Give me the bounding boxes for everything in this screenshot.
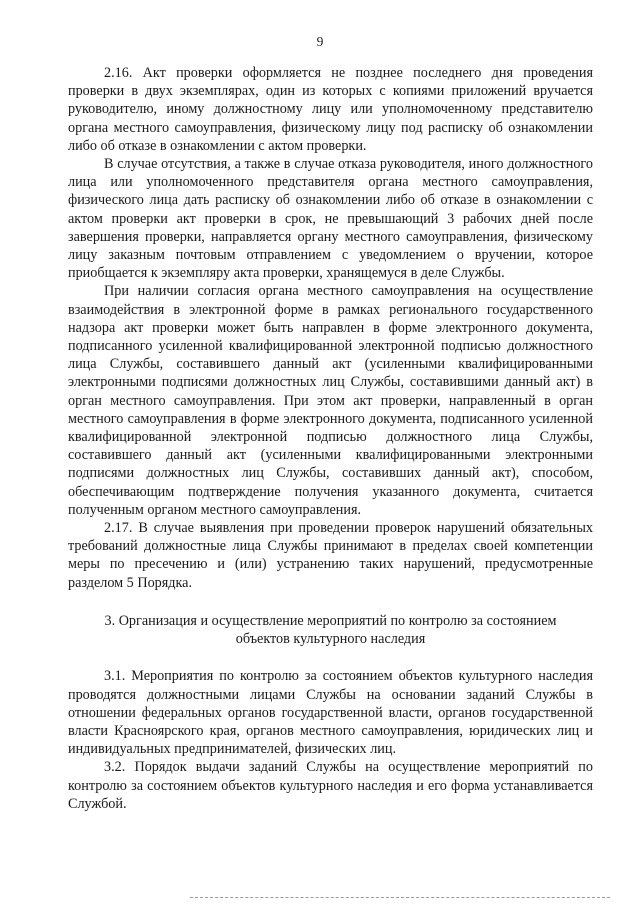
paragraph-3-2: 3.2. Порядок выдачи заданий Службы на осуществление мероприятий по контролю за состоянием объектов культурного наследия и его форма устанавливается Службой. (68, 759, 593, 812)
paragraph-2-16-absence: В случае отсутствия, а также в случае отказа руководителя, иного должностного лица или уполномоченного представителя органа местного самоуправления, физического лица дать расписку об ознакомлении либо об отказе в ознакомлении с актом проверки акт проверки в срок, не превышающий 3 рабочих дней после завершения проверки, направляется органу местного самоуправления, физическому лицу заказным почтовым отправлением с уведомлением о вручении, которое приобщается к экземпляру акта проверки, хранящемуся в деле Службы. (68, 156, 593, 282)
paragraph-2-17: 2.17. В случае выявления при проведении проверок нарушений обязательных требований должностные лица Службы принимают в пределах своей компетенции меры по пресечению и (или) устранению таких нарушений, предусмотренные разделом 5 Порядка. (68, 520, 593, 591)
section-3-heading: 3. Организация и осуществление мероприятий по контролю за состоянием объектов культурного наследия (104, 612, 557, 648)
paragraph-3-1: 3.1. Мероприятия по контролю за состоянием объектов культурного наследия проводятся должностными лицами Службы на основании заданий Службы в отношении федеральных органов государственной власти, органов государственной власти Красноярского края, органов местного самоуправления, юридических лиц и индивидуальных предпринимателей, физических лиц. (68, 668, 593, 758)
paragraph-2-16-electronic: При наличии согласия органа местного самоуправления на осуществление взаимодействия в электронной форме в рамках регионального государственного надзора акт проверки может быть направлен в форме электронного документа, подписанного усиленной квалифицированной электронной подписью должностного лица Службы, составившего данный акт (усиленными квалифицированными электронными подписями должностных лиц Службы, составившими данный акт) в орган местного самоуправления. При этом акт проверки, направленный в орган местного самоуправления в форме электронного документа, подписанного усиленной квалифицированной электронной подписью должностного лица Службы, составившего данный акт (усиленными квалифицированными электронными подписями должностных лиц Службы, составивших данный акт), способом, обеспечивающим подтверждение получения указанного документа, считается полученным органом местного самоуправления. (68, 283, 593, 518)
document-body (68, 64, 593, 813)
paragraph-2-16: 2.16. Акт проверки оформляется не позднее последнего дня проведения проверки в двух экземплярах, один из которых с копиями приложений вручается руководителю, иному должностному лицу или уполномоченному представителю органа местного самоуправления, физическому лицу под расписку об ознакомлении либо об отказе в ознакомлении с актом проверки. (68, 65, 593, 154)
bottom-rule (190, 897, 610, 898)
page-number: 9 (316, 34, 324, 49)
